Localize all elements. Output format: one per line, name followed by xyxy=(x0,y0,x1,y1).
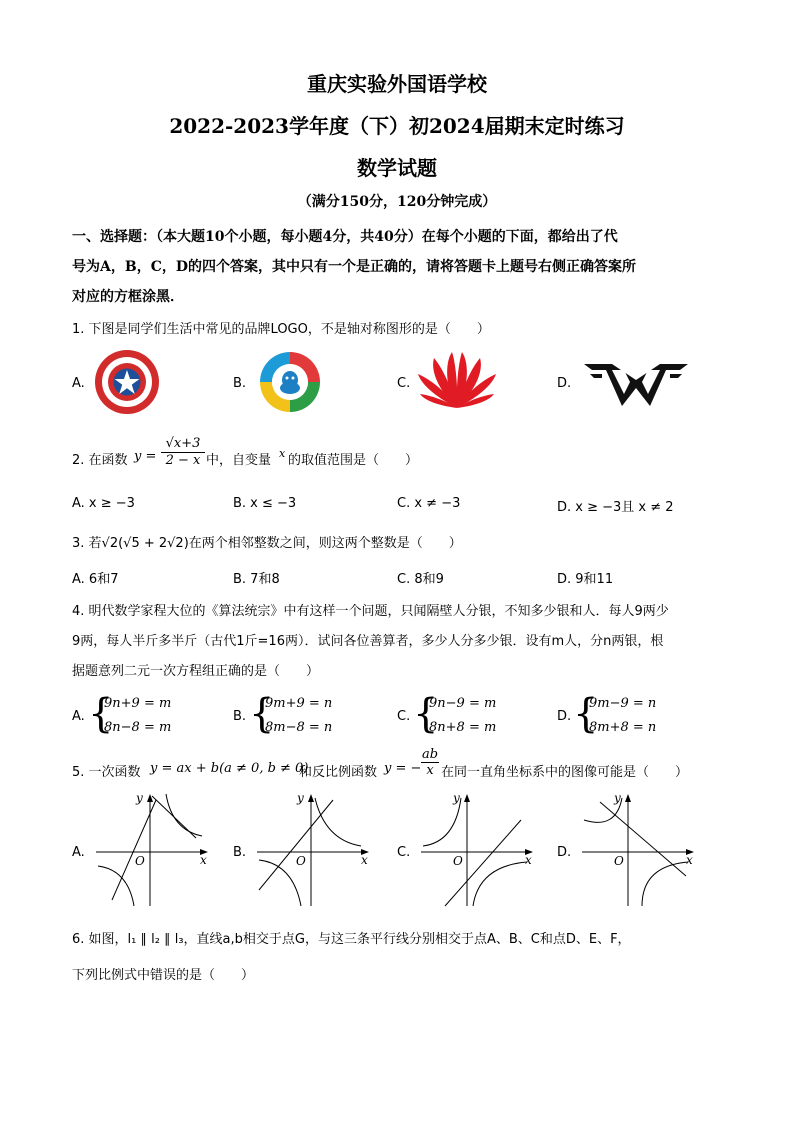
q2-option-c: C. x ≠ −3 xyxy=(397,496,461,511)
q5-d-axis-y: y xyxy=(614,791,621,805)
q4-system-a xyxy=(104,692,171,740)
q4-system-d xyxy=(589,692,656,740)
q4-label-b: B. xyxy=(233,709,247,724)
section-instruction-line-2: 号为A，B，C，D的四个答案，其中只有一个是正确的，请将答题卡上题号右侧正确答案所 xyxy=(72,259,636,275)
q4-c-eq1: 9n−9 = m xyxy=(429,696,497,711)
q1-label-c: C. xyxy=(397,376,411,391)
q1-label-b: B. xyxy=(233,376,247,391)
q5-d-axis-x: x xyxy=(686,853,693,867)
q5-graph-b xyxy=(253,790,373,910)
q5-d-origin: O xyxy=(614,854,624,868)
q5-label-b: B. xyxy=(233,845,247,860)
q5-a-axis-x: x xyxy=(200,853,207,867)
q4-stem-line-2: 9两，每人半斤多半斤（古代1斤=16两）．试问各位善算者，多少人分多少银．设有m人，分n两银，根 xyxy=(72,634,664,649)
q5-a-axis-y: y xyxy=(136,791,143,805)
q4-b-eq1: 9m+9 = n xyxy=(265,696,333,711)
q5-graph-a xyxy=(92,790,212,910)
q6-stem-line-1: 6. 如图，l₁ ∥ l₂ ∥ l₃，直线a,b相交于点G，与这三条平行线分别相交于点A、B、C和点D、E、F， xyxy=(72,932,631,947)
q4-d-eq1: 9m−9 = n xyxy=(589,696,657,711)
q2-stem-prefix: 2. 在函数 xyxy=(72,453,128,468)
q3-option-d: D. 9和11 xyxy=(557,572,614,587)
section-instruction-line-3: 对应的方框涂黑． xyxy=(72,289,184,305)
q3-option-c: C. 8和9 xyxy=(397,572,444,587)
q2-fraction xyxy=(161,436,205,468)
q4-stem-line-3: 据题意列二元一次方程组正确的是（ ） xyxy=(72,664,320,679)
q4-brace-b: { xyxy=(249,691,275,737)
q2-fraction-denominator: 2 − x xyxy=(165,453,201,468)
q3-option-a: A. 6和7 xyxy=(72,572,119,587)
q5-label-c: C. xyxy=(397,845,411,860)
petal-logo-icon xyxy=(416,350,498,412)
q4-c-eq2: 8n+8 = m xyxy=(429,720,497,735)
q5-c-axis-y: y xyxy=(453,791,460,805)
shield-logo-icon xyxy=(94,349,160,415)
q4-label-d: D. xyxy=(557,709,572,724)
q4-stem-line-1: 4. 明代数学家程大位的《算法统宗》中有这样一个问题，只闻隔壁人分银，不知多少银和人．每人9两少 xyxy=(72,604,669,619)
q5-stem-prefix: 5. 一次函数 xyxy=(72,765,141,780)
q5-fraction xyxy=(421,747,439,778)
q4-brace-c: { xyxy=(413,691,439,737)
q5-stem-middle: 和反比例函数 xyxy=(299,765,378,780)
q3-stem: 3. 若√2(√5 + 2√2)在两个相邻整数之间，则这两个整数是（ ） xyxy=(72,536,462,551)
q5-b-axis-y: y xyxy=(297,791,304,805)
q5-label-a: A. xyxy=(72,845,85,860)
q5-c-origin: O xyxy=(453,854,463,868)
q5-stem-suffix: 在同一直角坐标系中的图像可能是（ ） xyxy=(441,765,689,780)
q4-label-a: A. xyxy=(72,709,85,724)
q4-a-eq2: 8n−8 = m xyxy=(104,720,172,735)
q3-option-b: B. 7和8 xyxy=(233,572,280,587)
q2-stem-suffix: 的取值范围是（ ） xyxy=(288,453,419,468)
w-emblem-logo-icon xyxy=(584,360,688,408)
q2-option-d: D. x ≥ −3且 x ≠ 2 xyxy=(557,500,674,515)
q4-label-c: C. xyxy=(397,709,411,724)
q5-fraction-denominator: x xyxy=(426,763,434,778)
subject-title: 数学试题 xyxy=(357,156,437,180)
circle-swirl-logo-icon xyxy=(254,348,326,416)
q2-stem-middle: 中，自变量 xyxy=(206,453,272,468)
q2-fraction-numerator: √x+3 xyxy=(161,436,205,453)
q5-c-axis-x: x xyxy=(525,853,532,867)
q5-linear-expression: y = ax + b(a ≠ 0, b ≠ 0) xyxy=(150,761,309,776)
q4-b-eq2: 8m−8 = n xyxy=(265,720,333,735)
q4-system-b xyxy=(265,692,332,740)
score-note: （满分150分，120分钟完成） xyxy=(297,194,497,210)
section-instruction-line-1: 一、选择题：（本大题10个小题，每小题4分，共40分）在每个小题的下面，都给出了代 xyxy=(72,229,618,245)
school-name: 重庆实验外国语学校 xyxy=(307,72,487,96)
exam-title: 2022-2023学年度（下）初2024届期末定时练习 xyxy=(169,114,625,138)
q5-b-axis-x: x xyxy=(361,853,368,867)
q5-inverse-expression: y = − xyxy=(384,761,422,776)
q2-func-y: y = xyxy=(134,449,157,464)
q5-fraction-numerator: ab xyxy=(421,747,439,762)
q4-brace-d: { xyxy=(573,691,599,737)
q2-variable: x xyxy=(279,447,286,460)
q5-a-origin: O xyxy=(135,854,145,868)
q5-label-d: D. xyxy=(557,845,572,860)
q5-graph-c xyxy=(417,790,537,910)
q5-graph-d xyxy=(578,790,698,910)
q6-stem-line-2: 下列比例式中错误的是（ ） xyxy=(72,968,255,983)
q1-label-a: A. xyxy=(72,376,85,391)
q2-option-a: A. x ≥ −3 xyxy=(72,496,135,511)
q4-a-eq1: 9n+9 = m xyxy=(104,696,172,711)
q2-option-b: B. x ≤ −3 xyxy=(233,496,297,511)
q5-b-origin: O xyxy=(296,854,306,868)
q1-label-d: D. xyxy=(557,376,572,391)
q4-d-eq2: 8m+8 = n xyxy=(589,720,657,735)
q4-brace-a: { xyxy=(88,691,114,737)
q4-system-c xyxy=(429,692,496,740)
q1-stem: 1. 下图是同学们生活中常见的品牌LOGO，不是轴对称图形的是（ ） xyxy=(72,322,490,337)
